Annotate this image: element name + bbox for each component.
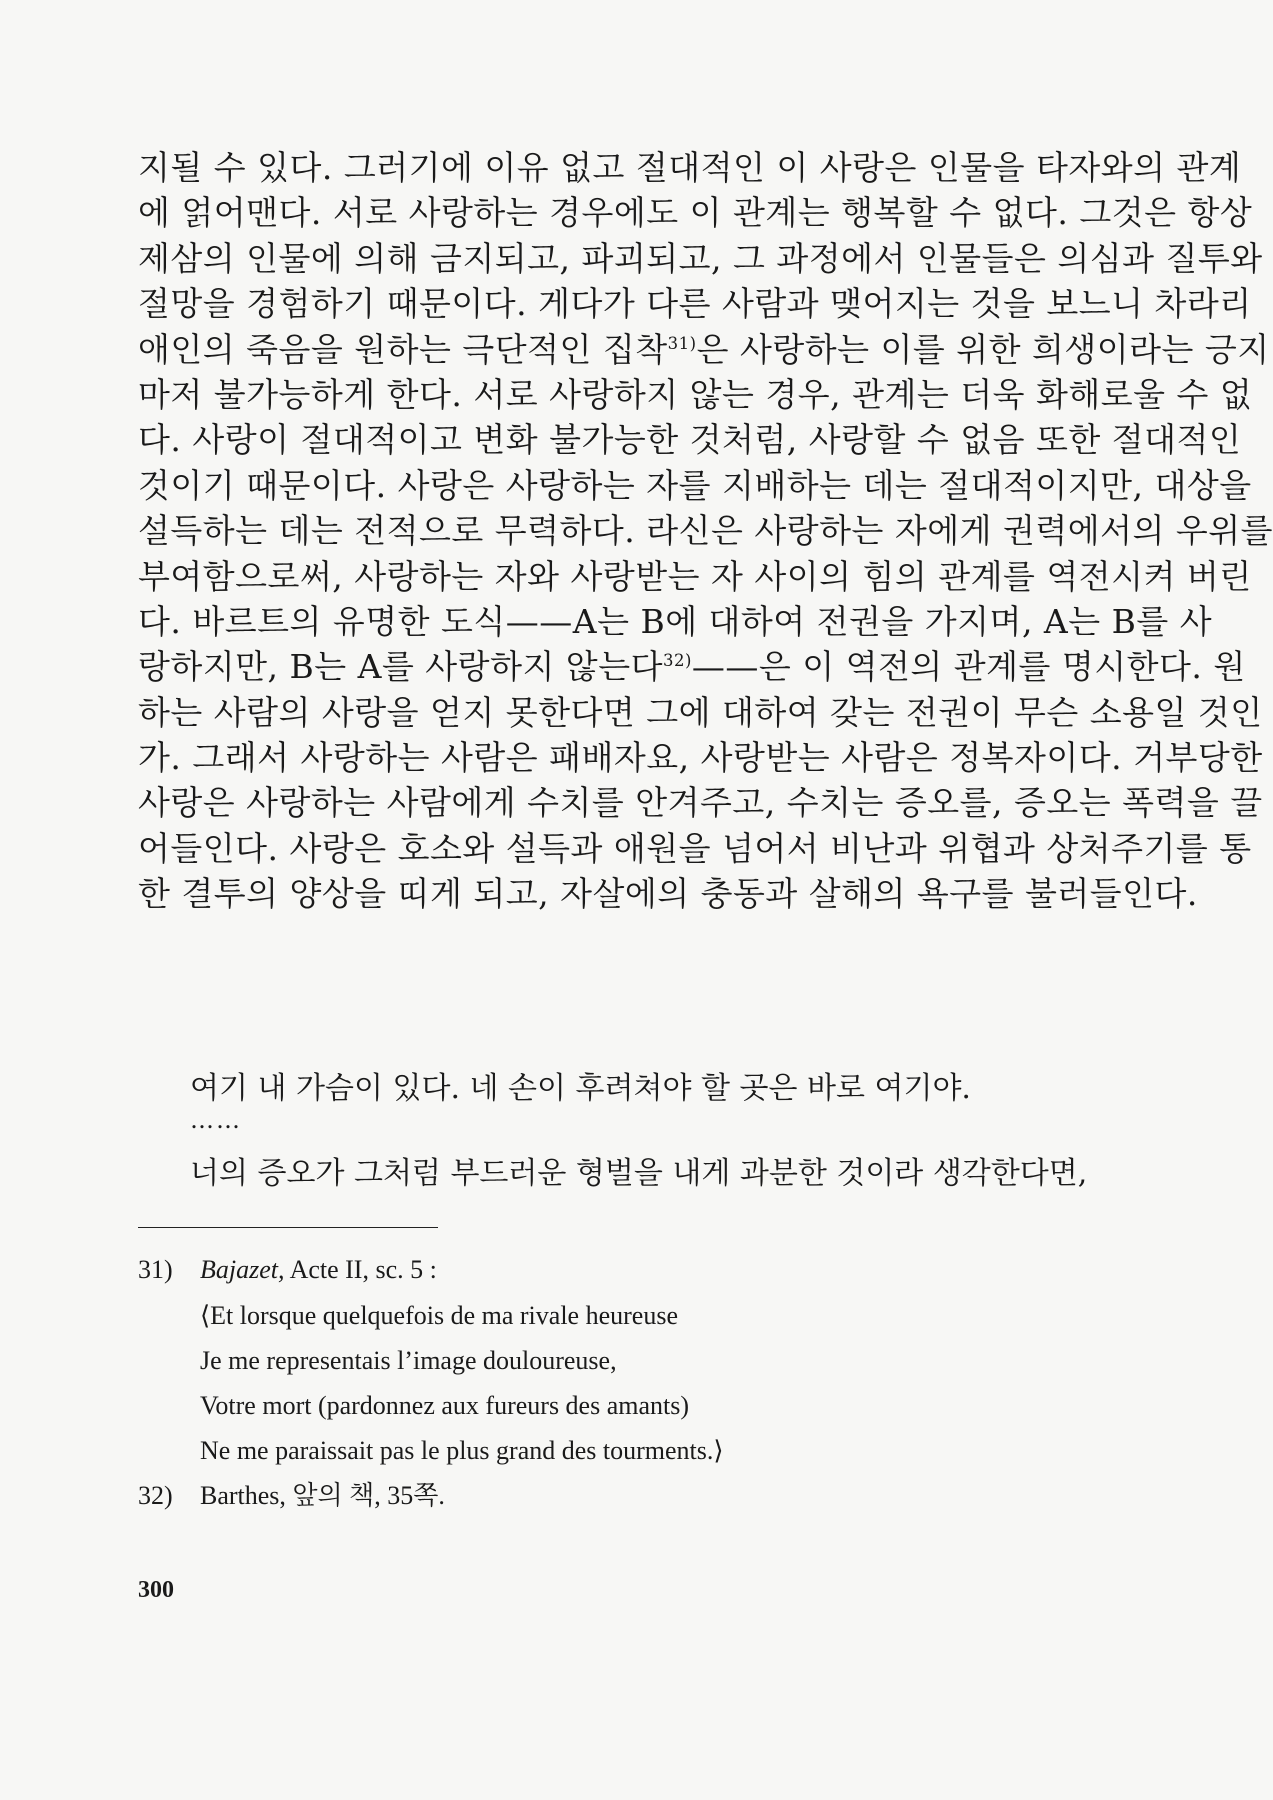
footnote-verse: Votre mort (pardonnez aux fureurs des amants)	[200, 1391, 690, 1420]
text-line: 제삼의 인물에 의해 금지되고, 파괴되고, 그 과정에서 인물들은 의심과 질투와	[138, 238, 1263, 278]
quote-line: 너의 증오가 그처럼 부드러운 형벌을 내게 과분한 것이라 생각한다면,	[190, 1156, 1088, 1191]
text-segment: 애인의 죽음을 원하는 극단적인 집착	[138, 329, 668, 369]
text-line: 다. 바르트의 유명한 도식——A는 B에 대하여 전권을 가지며, A는 B를 사	[138, 601, 1213, 641]
footnote-divider	[138, 1227, 438, 1228]
text-line	[138, 644, 1246, 689]
footnote-number: 32)	[138, 1481, 173, 1510]
text-line: 설득하는 데는 전적으로 무력하다. 라신은 사랑하는 자에게 권력에서의 우위를	[138, 511, 1273, 551]
main-paragraph	[138, 145, 1273, 917]
text-line: 에 얽어맨다. 서로 사랑하는 경우에도 이 관계는 행복할 수 없다. 그것은 항상	[138, 193, 1253, 233]
text-segment: 은 사랑하는 이를 위한 희생이라는 긍지	[696, 329, 1270, 369]
text-line: 어들인다. 사랑은 호소와 설득과 애원을 넘어서 비난과 위협과 상처주기를 통	[138, 828, 1252, 868]
text-line: 사랑은 사랑하는 사람에게 수치를 안겨주고, 수치는 증오를, 증오는 폭력을 끌	[138, 783, 1263, 823]
footnote-work-title: Bajazet,	[200, 1255, 285, 1284]
block-quote	[190, 1063, 1087, 1195]
quote-ellipsis: ……	[190, 1106, 242, 1134]
text-line: 절망을 경험하기 때문이다. 게다가 다른 사람과 맺어지는 것을 보느니 차라리	[138, 284, 1252, 324]
text-segment: ——은 이 역전의 관계를 명시한다. 원	[691, 647, 1246, 687]
text-line: 지될 수 있다. 그러기에 이유 없고 절대적인 이 사랑은 인물을 타자와의 관계	[138, 148, 1242, 187]
footnote-verse: Je me representais l’image douloureuse,	[200, 1346, 617, 1375]
footnote-text: Barthes, 앞의 책, 35쪽.	[200, 1481, 445, 1510]
footnote-reference: Acte II, sc. 5 :	[284, 1255, 437, 1284]
footnote-31	[138, 1247, 724, 1293]
footnote-number: 31)	[138, 1255, 173, 1284]
footnote-verse: ⟨Et lorsque quelquefois de ma rivale heureuse	[200, 1301, 678, 1330]
text-line: 가. 그래서 사랑하는 사람은 패배자요, 사랑받는 사람은 정복자이다. 거부당한	[138, 738, 1263, 778]
text-line	[138, 327, 1270, 372]
text-line: 부여함으로써, 사랑하는 자와 사랑받는 자 사이의 힘의 관계를 역전시켜 버린	[138, 556, 1252, 596]
text-line: 하는 사람의 사랑을 얻지 못한다면 그에 대하여 갖는 전권이 무슨 소용일 것인	[138, 692, 1263, 732]
page-number: 300	[138, 1577, 174, 1603]
text-line: 마저 불가능하게 한다. 서로 사랑하지 않는 경우, 관계는 더욱 화해로울 수 없	[138, 374, 1253, 414]
footnotes	[138, 1247, 724, 1519]
footnote-verse: Ne me paraissait pas le plus grand des tourments.⟩	[200, 1436, 724, 1465]
text-line: 한 결투의 양상을 띠게 되고, 자살에의 충동과 살해의 욕구를 불러들인다.	[138, 874, 1198, 914]
footnote-ref-31[interactable]: 31)	[667, 333, 697, 353]
footnote-32	[138, 1473, 724, 1519]
text-segment: 랑하지만, B는 A를 사랑하지 않는다	[138, 647, 663, 687]
text-line: 다. 사랑이 절대적이고 변화 불가능한 것처럼, 사랑할 수 없음 또한 절대적인	[138, 420, 1242, 460]
footnote-ref-32[interactable]: 32)	[662, 651, 692, 671]
text-line: 것이기 때문이다. 사랑은 사랑하는 자를 지배하는 데는 절대적이지만, 대상을	[138, 465, 1252, 505]
quote-line: 여기 내 가슴이 있다. 네 손이 후려쳐야 할 곳은 바로 여기야.	[190, 1071, 971, 1106]
